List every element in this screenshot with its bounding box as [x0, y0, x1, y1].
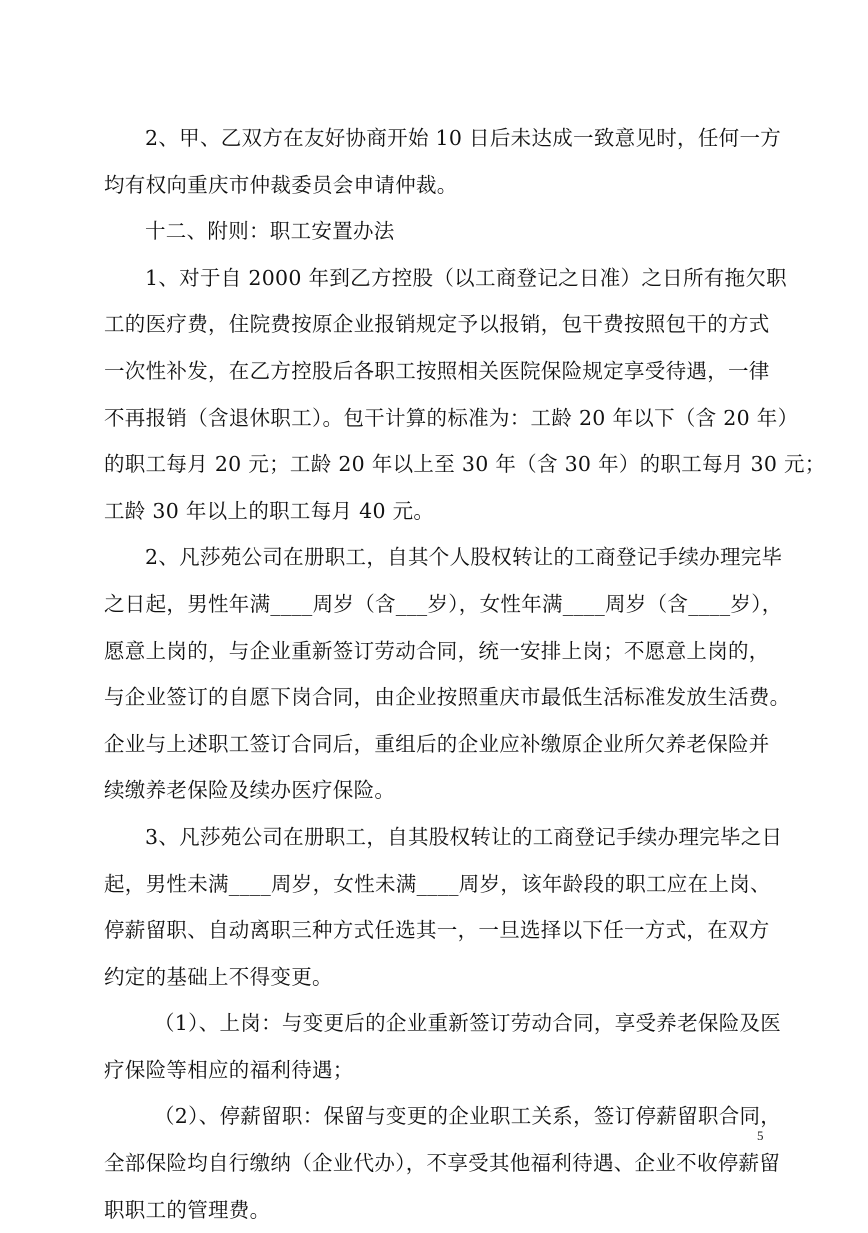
section-heading: 十二、附则：职工安置办法 — [145, 219, 395, 244]
list-item-line: 疗保险等相应的福利待遇； — [104, 1057, 354, 1082]
page-number: 5 — [757, 1128, 764, 1143]
paragraph-line: 工龄 30 年以上的职工每月 40 元。 — [104, 498, 435, 523]
paragraph-line: 工的医疗费，住院费按原企业报销规定予以报销，包干费按照包干的方式 — [104, 312, 770, 337]
paragraph-line: 约定的基础上不得变更。 — [104, 964, 333, 989]
paragraph-line: 的职工每月 20 元；工龄 20 年以上至 30 年（含 30 年）的职工每月 30 元； — [104, 452, 826, 477]
paragraph-line: 均有权向重庆市仲裁委员会申请仲裁。 — [104, 172, 458, 197]
list-item-line: 全部保险均自行缴纳（企业代办），不享受其他福利待遇、企业不收停薪留 — [104, 1151, 781, 1176]
paragraph-line: 起，男性未满____周岁，女性未满____周岁，该年龄段的职工应在上岗、 — [104, 871, 771, 896]
paragraph-line: 1、对于自 2000 年到乙方控股（以工商登记之日准）之日所有拖欠职 — [145, 265, 787, 290]
paragraph-line: 与企业签订的自愿下岗合同，由企业按照重庆市最低生活标准发放生活费。 — [104, 685, 791, 710]
paragraph-line: 一次性补发，在乙方控股后各职工按照相关医院保险规定享受待遇，一律 — [104, 358, 770, 383]
paragraph-line: 之日起，男性年满____周岁（含___岁），女性年满____周岁（含____岁）， — [104, 591, 783, 616]
document-body — [104, 115, 826, 1233]
paragraph-line: 3、凡莎苑公司在册职工，自其股权转让的工商登记手续办理完毕之日 — [145, 824, 783, 849]
list-item-line: （1）、上岗：与变更后的企业重新签订劳动合同，享受养老保险及医 — [154, 1011, 782, 1036]
paragraph-line: 2、凡莎苑公司在册职工，自其个人股权转让的工商登记手续办理完毕 — [145, 545, 783, 570]
paragraph-line: 企业与上述职工签订合同后，重组后的企业应补缴原企业所欠养老保险并 — [104, 731, 770, 756]
paragraph-line: 愿意上岗的，与企业重新签订劳动合同，统一安排上岗；不愿意上岗的， — [104, 638, 770, 663]
paragraph-line: 停薪留职、自动离职三种方式任选其一，一旦选择以下任一方式，在双方 — [104, 918, 770, 943]
paragraph-line: 2、甲、乙双方在友好协商开始 10 日后未达成一致意见时，任何一方 — [145, 126, 782, 150]
list-item-line: （2）、停薪留职：保留与变更的企业职工关系，签订停薪留职合同， — [154, 1104, 782, 1129]
paragraph-line: 不再报销（含退休职工）。包干计算的标准为：工龄 20 年以下（含 20 年） — [104, 405, 799, 430]
list-item-line: 职职工的管理费。 — [104, 1197, 271, 1222]
paragraph-line: 续缴养老保险及续办医疗保险。 — [104, 778, 396, 803]
